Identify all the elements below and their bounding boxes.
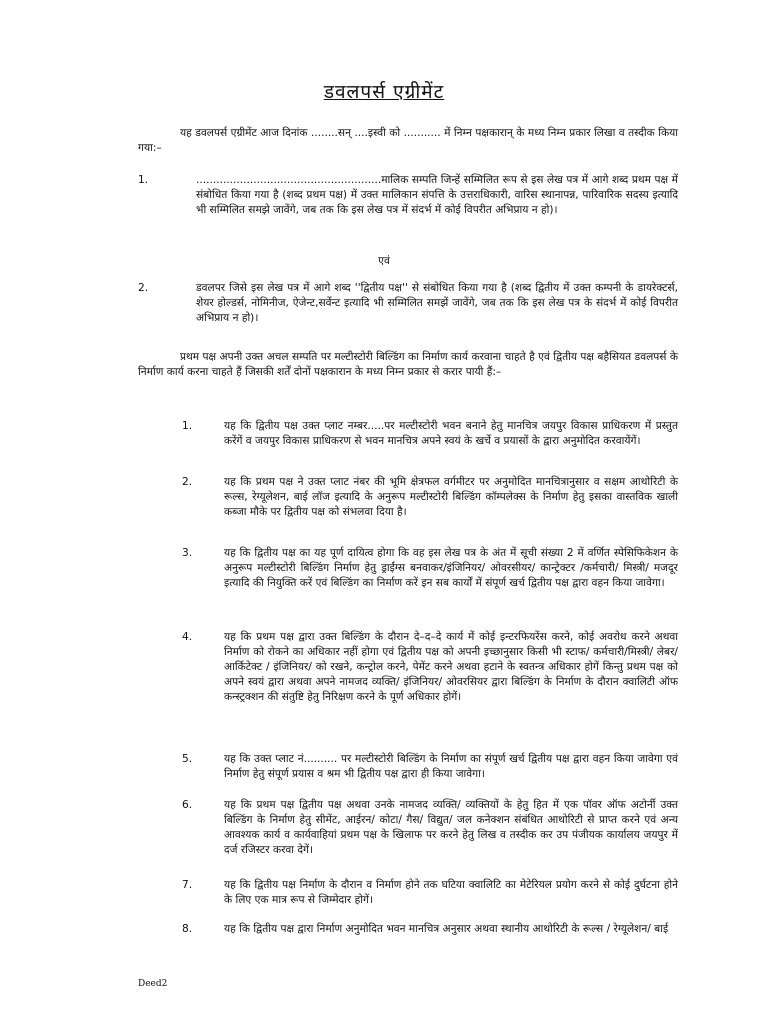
clause-text: यह कि प्रथम पक्ष ने उक्त प्लाट नंबर की भूमि क्षेत्रफल वर्गमीटर पर अनुमोदित मानचित्रानुसार व सक्षम आथोरिटी के रूल्स, रेग्यूलेशन, बाई लॉज इत्यादि के अनुरूप मल्टीस्टोरी बिल्डिंग कॉम्पलेक्स के निर्माण हेतु इसका वास्तविक खाली कब्जा मौके पर द्वितीय पक्ष को संभलवा दिया है। bbox=[224, 476, 678, 518]
clause-text: यह कि प्रथम पक्ष द्वितीय पक्ष अथवा उनके नामजद व्यक्ति/ व्यक्तियों के हेतु हित में एक पॉवर ऑफ अटोर्नी उक्त बिल्डिंग के निर्माण हेतु सीमेंट, आईरन/ कोटा/ गैस/ विद्युत/ जल कनेक्शन संबंधित आथोरिटी से प्राप्त करने एवं अन्य आवश्यक कार्य व कार्यवाहियां प्रथम पक्ष के खिलाफ पर करने हेतु लिख व तस्दीक कर उप पंजीयक कार्यालय जयपुर में दर्ज रजिस्टर करवा देगें। bbox=[224, 799, 678, 856]
party2-number: 2. bbox=[138, 282, 149, 294]
clause-number: 7. bbox=[182, 879, 193, 891]
clause-number: 4. bbox=[182, 631, 193, 643]
and-separator: एवं bbox=[378, 255, 390, 267]
clause-number: 2. bbox=[182, 476, 193, 488]
intro-paragraph: यह डवलपर्स एग्रीमेंट आज दिनांक ........सन् ....इस्वी को ........... में निम्न पक्षकारान् के मध्य निम्न प्रकार लिखा व तस्दीक किया गया:– bbox=[138, 127, 678, 154]
clause-text: यह कि द्वितीय पक्ष द्वारा निर्माण अनुमोदित भवन मानचित्र अनुसार अथवा स्थानीय आथोरिटी के रूल्स / रेग्यूलेशन/ बाई bbox=[224, 923, 669, 935]
document-title: डवलपर्स एग्रीमेंट bbox=[323, 81, 445, 103]
clause-text: यह कि द्वितीय पक्ष का यह पूर्ण दायित्व होगा कि वह इस लेख पत्र के अंत में सूची संख्या 2 में वर्णित स्पेसिफिकेशन के अनुरूप मल्टीस्टोरी बिल्डिंग निर्माण हेतु ड्राईंग्स बनवाकर/इंजिनियर/ ओवरसीयर/ कान्ट्रेक्टर /कर्मचारी/ मिस्त्री/ मजदूर इत्यादि की नियुक्ति करें एवं बिल्डिंग का निर्माण करें इन सब कार्यों में संपूर्ण खर्च द्वितीय पक्ष द्वारा वहन किया जावेगा। bbox=[224, 547, 678, 589]
party1-paragraph: .......................................................मालिक सम्पति जिन्हें सम्मिलित रूप से इस लेख पत्र में आगे शब्द प्रथम पक्ष में संबोधित किया गया है (शब्द प्रथम पक्ष) में उक्त मालिकान संपत्ति के उत्तराधिकारी, वारिस स्थानापन्न, पारिवारिक सदस्य इत्यादि भी सम्मिलित समझे जावेंगे, जब तक कि इस लेख पत्र में संदर्भ में कोई विपरीत अभिप्राय न हो)। bbox=[196, 174, 678, 216]
party1-number: 1. bbox=[138, 174, 149, 186]
clause-number: 8. bbox=[182, 923, 193, 935]
footer-label: Deed2 bbox=[138, 979, 168, 989]
clause-number: 3. bbox=[182, 547, 193, 559]
clause-text: यह कि द्वितीय पक्ष उक्त प्लाट नम्बर.....पर मल्टीस्टोरी भवन बनाने हेतु मानचित्र जयपुर विकास प्राधिकरण में प्रस्तुत करेंगें व जयपुर विकास प्राधिकरण से भवन मानचित्र अपने स्वयं के खर्चे व प्रयासों के द्वारा अनुमोदित करवायेंगें। bbox=[224, 420, 678, 447]
party2-paragraph: डवलपर जिसे इस लेख पत्र में आगे शब्द ''द्वितीय पक्ष'' से संबोधित किया गया है (शब्द द्वितीय में उक्त कम्पनी के डायरेक्टर्स, शेयर होल्डर्स, नोमिनीज, ऐजेन्ट,सर्वेन्ट इत्यादि भी सम्मिलित समझें जावेंगे, जब तक कि इस लेख पत्र के संदर्भ में कोई विपरीत अभिप्राय न हो)। bbox=[196, 282, 678, 324]
clause-number: 1. bbox=[182, 420, 193, 432]
preamble-paragraph: प्रथम पक्ष अपनी उक्त अचल सम्पति पर मल्टीस्टोरी बिल्डिंग का निर्माण कार्य करवाना चाहते है एवं द्वितीय पक्ष बहैसियत डवलपर्स के निर्माण कार्य करना चाहते हैं जिसकी शर्तें दोनों पक्षकारान के मध्य निम्न प्रकार से करार पायी हैं:– bbox=[138, 351, 678, 378]
clause-number: 6. bbox=[182, 799, 193, 811]
clause-text: यह कि प्रथम पक्ष द्वारा उक्त बिल्डिंग के दौरान दे–द–दे कार्य में कोई इन्टरफियरेंस करने, कोई अवरोध करने अथवा निर्माण को रोकने का अधिकार नहीं होगा एवं द्वितीय पक्ष को अपनी इच्छानुसार किसी भी स्टाफ/ कर्मचारी/मिस्त्री/ लेबर/ आर्किटेक्ट / इंजिनियर/ को रखने, कन्ट्रोल करने, पेमेंट करने अथवा हटाने के स्वतन्त्र अधिकार होगें किन्तु प्रथम पक्ष को अपने स्वयं द्वारा अथवा अपने नामजद व्यक्ति/ इंजिनियर/ ओवरसियर द्वारा बिल्डिंग के निर्माण के दौरान क्वालिटी ऑफ कन्स्ट्रक्शन की संतुष्टि हेतु निरिक्षण करने के पूर्ण अधिकार होगें। bbox=[224, 631, 678, 703]
clause-text: यह कि उक्त प्लाट नं.......... पर मल्टीस्टोरी बिल्डिंग के निर्माण का संपूर्ण खर्च द्वितीय पक्ष द्वारा वहन किया जावेगा एवं निर्माण हेतु संपूर्ण प्रयास व श्रम भी द्वितीय पक्ष द्वारा ही किया जावेगा। bbox=[224, 753, 678, 780]
clause-number: 5. bbox=[182, 753, 193, 765]
clause-text: यह कि द्वितीय पक्ष निर्माण के दौरान व निर्माण होने तक घटिया क्वालिटि का मेटेरियल प्रयोग करने से कोई दुर्घटना होने के लिए एक मात्र रूप से जिम्मेदार होगें। bbox=[224, 879, 678, 906]
